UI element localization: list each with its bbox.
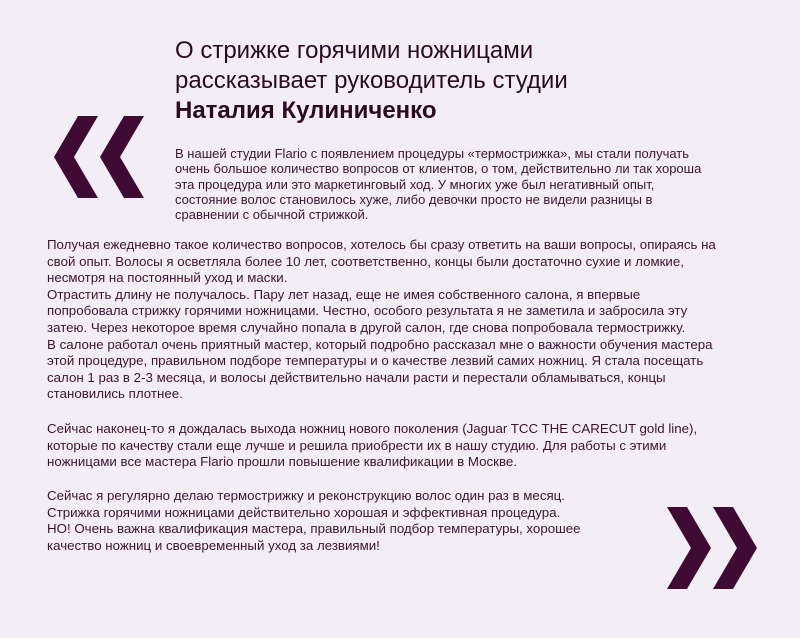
paragraph-line: свой опыт. Волосы я осветляла более 10 лет, соответственно, концы были достаточно сухие и ломкие, bbox=[47, 253, 684, 269]
intro-line: В нашей студии Flario с появлением процедуры «термострижка», мы стали получать bbox=[175, 146, 690, 161]
paragraph-line: попробовала стрижку горячими ножницами. Честно, особого результата я не заметила и забросила эту bbox=[47, 303, 688, 319]
paragraph-line: качество ножниц и своевременный уход за лезвиями! bbox=[47, 537, 380, 553]
paragraph-experience bbox=[47, 237, 757, 403]
paragraph-line: этой процедуре, правильном подборе температуры и о качестве лезвий самих ножниц. Я стала посещать bbox=[47, 353, 704, 369]
intro-text bbox=[175, 146, 750, 222]
paragraph-line: Отрастить длину не получалось. Пару лет назад, еще не имея собственного салона, я впервые bbox=[47, 286, 641, 302]
paragraph-line: становились плотнее. bbox=[47, 386, 183, 402]
paragraph-line: Стрижка горячими ножницами действительно хорошая и эффективная процедура. bbox=[47, 504, 561, 520]
paragraph-line: Сейчас наконец-то я дождалась выхода ножниц нового поколения (Jaguar TCC THE CARECUT gold line), bbox=[47, 421, 698, 436]
paragraph-line: В салоне работал очень приятный мастер, который подробно рассказал мне о важности обучения мастера bbox=[47, 336, 713, 352]
intro-line: состояние волос становилось хуже, либо девочки просто не видели разницы в bbox=[175, 191, 653, 207]
intro-line: очень большое количество вопросов от клиентов, о том, действительно ли так хороша bbox=[175, 161, 702, 177]
paragraph-line: салон 1 раз в 2-3 месяца, и волосы действительно начали расти и перестали обламываться, концы bbox=[47, 369, 666, 385]
author-name: Наталия Кулиниченко bbox=[175, 97, 437, 124]
title-line-1: О стрижке горячими ножницами bbox=[175, 37, 534, 64]
paragraph-conclusion bbox=[47, 488, 757, 554]
intro-line: эта процедура или это маркетинговый ход. У многих уже был негативный опыт, bbox=[175, 176, 655, 192]
paragraph-line: затею. Через некоторое время случайно попала в другой салон, где снова попробовала термострижку. bbox=[47, 319, 686, 335]
paragraph-line: ножницами все мастера Flario прошли повышение квалификации в Москве. bbox=[47, 454, 518, 470]
paragraph-line: которые по качеству стали еще лучше и решила приобрести их в нашу студию. Для работы с этими bbox=[47, 437, 667, 453]
paragraph-line: НО! Очень важна квалификация мастера, правильный подбор температуры, хорошее bbox=[47, 521, 581, 537]
article-title bbox=[175, 36, 735, 126]
close-quote-icon bbox=[667, 507, 757, 589]
paragraph-line: Получая ежедневно такое количество вопросов, хотелось бы сразу ответить на ваши вопросы, опираясь на bbox=[47, 237, 716, 252]
paragraph-line: несмотря на постоянный уход и маски. bbox=[47, 270, 288, 286]
paragraph-new-scissors bbox=[47, 421, 757, 471]
paragraph-line: Сейчас я регулярно делаю термострижку и реконструкцию волос один раз в месяц. bbox=[47, 488, 565, 503]
intro-line: сравнении с обычной стрижкой. bbox=[175, 207, 369, 223]
open-quote-icon bbox=[54, 116, 144, 198]
title-line-2: рассказывает руководитель студии bbox=[175, 67, 568, 94]
